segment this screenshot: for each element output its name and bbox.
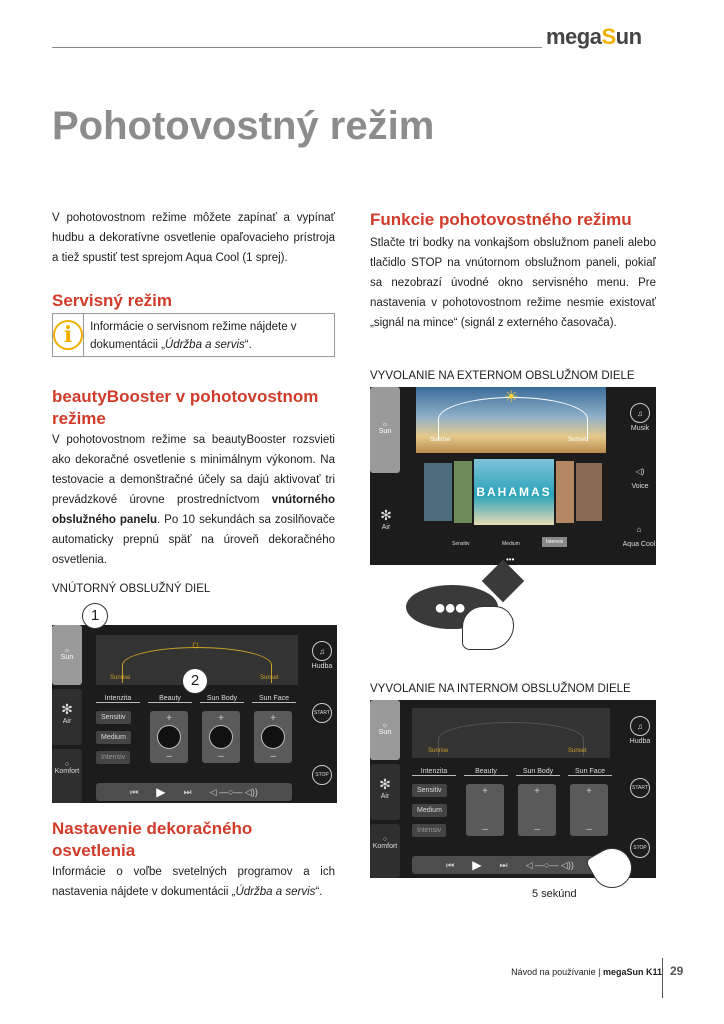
pointing-hand-icon [462, 606, 514, 650]
deco-heading: Nastavenie dekoračného osvetlenia [52, 819, 253, 860]
int-media-player-bar: ⏮ ▶ ⏭ ◁ —○— ◁)) [412, 856, 608, 874]
page-number: 29 [670, 964, 684, 978]
functions-paragraph: Stlačte tri bodky na vonkajšom obslužnom paneli alebo tlačidlo STOP na vnútornom obslužnom paneli, pokiaľ sa nezobrazí úvodné okno servisného menu. Pre nastavenia v pohotovostnom režime nesmie existovať „signál na mince“ (signál z externého časovača). [370, 237, 656, 329]
int-air-button: ✻ Air [370, 764, 400, 820]
tab-beauty: Beauty [148, 695, 192, 703]
tab-sun-face: Sun Face [252, 695, 296, 703]
int-level-intensiv: Intensiv [412, 824, 446, 837]
media-player-bar: ⏮ ▶ ⏭ ◁ —○— ◁)) [96, 783, 292, 801]
beauty-heading: beautyBooster v pohotovostnom režime [52, 387, 319, 428]
ext-sun-button: ☼ Sun [370, 387, 400, 473]
sunset-label: Sunset [260, 675, 279, 681]
air-button: ✻ Air [52, 689, 82, 745]
inner-caption: VNÚTORNÝ OBSLUŽNÝ DIEL [52, 583, 211, 595]
five-seconds-label: 5 sekúnd [532, 888, 577, 900]
ext-level-medium: Medium [502, 541, 520, 547]
intro-paragraph: V pohotovostnom režime môžete zapínať a vypínať hudbu a dekoratívne osvetlenie opaľovacieho prístroja a tiež spustiť test sprejom Aqua Cool (1 sprej). [52, 212, 335, 264]
hudba-button: ♫ Hudba [308, 641, 336, 670]
int-tab-intenzita: Intenzita [412, 768, 456, 776]
int-sun-button: ☼ Sun [370, 700, 400, 760]
sun-body-control: + – [202, 711, 240, 763]
three-dots-zoom-bubble: ●●● [406, 585, 498, 629]
ext-sunset-label: Sunset [568, 437, 587, 443]
tab-intenzita: Intenzita [96, 695, 140, 703]
header-rule [52, 47, 542, 48]
ext-sunrise-label: Sunrise [430, 437, 451, 443]
int-stop-button: STOP [626, 838, 654, 860]
tab-sun-body: Sun Body [200, 695, 244, 703]
aqua-cool-button: ⌂ Aqua Cool [622, 524, 656, 548]
int-sunrise-label: Sunrise [428, 748, 449, 754]
int-tab-beauty: Beauty [464, 768, 508, 776]
int-start-button: START [626, 778, 654, 800]
int-sunset-label: Sunset [568, 748, 587, 754]
int-hudba-button: ♫ Hudba [626, 716, 654, 745]
three-dots-button: ••• [506, 555, 515, 564]
sun-face-control: + – [254, 711, 292, 763]
stop-button: STOP [308, 765, 336, 787]
external-caption: VYVOLANIE NA EXTERNOM OBSLUŽNOM DIELE [370, 370, 635, 382]
ext-level-sensitiv: Sensitiv [452, 541, 470, 547]
start-button: START [308, 703, 336, 725]
service-heading: Servisný režim [52, 291, 173, 310]
komfort-button: ○ Komfort [52, 749, 82, 803]
sun-icon: ☼ [190, 637, 201, 651]
int-tab-sun-face: Sun Face [568, 768, 612, 776]
internal-caption: VYVOLANIE NA INTERNOM OBSLUŽNOM DIELE [370, 683, 631, 695]
info-box [52, 313, 335, 357]
step-2-marker: 2 [182, 668, 208, 694]
sun-icon: ☀ [504, 389, 519, 406]
sunrise-label: Sunrise [110, 675, 131, 681]
sky-screen [416, 387, 606, 453]
bahamas-program-card: BAHAMAS [474, 459, 554, 525]
int-tab-sun-body: Sun Body [516, 768, 560, 776]
level-medium: Medium [96, 731, 131, 744]
brand-logo: megaSun [546, 24, 642, 49]
int-beauty-control: + – [466, 784, 504, 836]
external-panel-image [370, 387, 656, 565]
sun-button: ☼ Sun [52, 625, 82, 685]
ext-air-button: ✻ Air [380, 507, 392, 531]
level-intensiv: Intensiv [96, 751, 130, 764]
int-sun-face-control: + – [570, 784, 608, 836]
footer-divider [662, 958, 663, 998]
int-level-sensitiv: Sensitiv [412, 784, 447, 797]
functions-heading: Funkcie pohotovostného režimu [370, 210, 632, 229]
beauty-control: + – [150, 711, 188, 763]
beauty-paragraph: V pohotovostnom režime sa beautyBooster rozsvieti ako dekoračné osvetlenie s minimálnym výkonom. Na testovacie a demonštračné účely sa dajú aktivovať tri prevádzkové úrovne prostredníctvom vnútorného obslužného panelu. Po 10 sekundách sa zosilňovače automaticky prepnú späť na úroveň dekoračného osvetlenia. [52, 434, 335, 566]
info-icon: i [53, 320, 83, 350]
deco-paragraph: Informácie o voľbe svetelných programov a ich nastavenia nájdete v dokumentácii „Údržba a servis“. [52, 866, 335, 898]
inner-panel-image [52, 625, 337, 803]
int-sun-screen [412, 708, 610, 758]
step-1-marker: 1 [82, 603, 108, 629]
level-sensitiv: Sensitiv [96, 711, 131, 724]
ext-level-intensiv: Intensiv [542, 537, 567, 547]
info-text: Informácie o servisnom režime nájdete v dokumentácii „Údržba a servis“. [90, 321, 297, 351]
footer-text: Návod na používanie | megaSun K11 [511, 967, 662, 977]
int-level-medium: Medium [412, 804, 447, 817]
musik-button: ♫ Musik [626, 403, 654, 432]
voice-button: ◁) Voice [631, 466, 649, 490]
int-komfort-button: ○ Komfort [370, 824, 400, 878]
page-title: Pohotovostný režim [52, 104, 435, 148]
int-sun-body-control: + – [518, 784, 556, 836]
